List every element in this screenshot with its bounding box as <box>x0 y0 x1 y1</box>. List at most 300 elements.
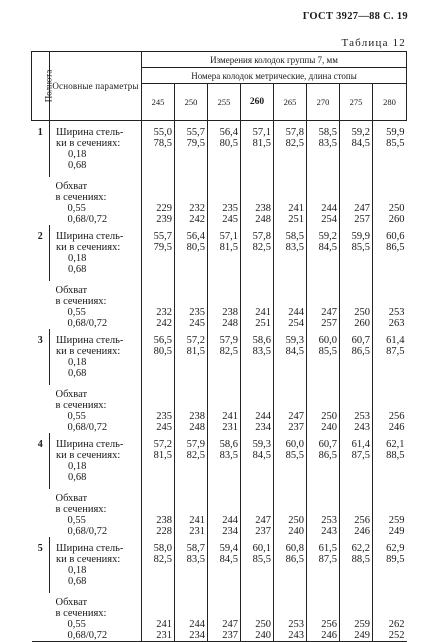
value: 57,8 <box>252 231 271 242</box>
width-label-line: Ширина стель- <box>56 231 124 242</box>
value: 237 <box>255 526 271 537</box>
value: 234 <box>189 630 205 641</box>
value: 242 <box>189 214 205 225</box>
girth-label-line: Обхват <box>55 285 88 296</box>
value: 243 <box>354 422 370 433</box>
value: 59,9 <box>351 231 370 242</box>
value: 251 <box>288 214 304 225</box>
value: 253 <box>288 619 304 630</box>
value: 245 <box>222 214 238 225</box>
size-header-cell: 275 <box>340 84 373 121</box>
value: 257 <box>321 318 337 329</box>
girth-value-cell <box>142 177 175 225</box>
width-param-label <box>50 537 142 593</box>
girth-param-label <box>50 593 142 642</box>
value: 254 <box>288 318 304 329</box>
value: 247 <box>255 515 271 526</box>
girth-value-cell <box>274 385 307 433</box>
width-value-cell <box>307 537 340 593</box>
value: 253 <box>354 411 370 422</box>
value: 251 <box>255 318 271 329</box>
value: 55,0 <box>153 127 172 138</box>
width-value-cell <box>307 433 340 489</box>
section-label: 0,68/0,72 <box>67 422 108 433</box>
value: 241 <box>255 307 271 318</box>
girth-label-line: в сечениях: <box>55 296 107 307</box>
value: 58,6 <box>219 439 238 450</box>
value: 82,5 <box>186 450 205 461</box>
width-value-cell <box>208 225 241 281</box>
value: 60,8 <box>285 543 304 554</box>
value: 240 <box>255 630 271 641</box>
width-label-line: ки в сечениях: <box>56 450 121 461</box>
girth-value-cell <box>274 489 307 537</box>
section-label: 0,55 <box>67 307 86 318</box>
width-param-label <box>50 225 142 281</box>
value: 248 <box>222 318 238 329</box>
value: 83,5 <box>252 346 271 357</box>
section-label: 0,68 <box>68 472 87 483</box>
value: 260 <box>354 318 370 329</box>
value: 87,5 <box>318 554 337 565</box>
width-label-line: Ширина стель- <box>56 335 124 346</box>
section-label: 0,18 <box>68 149 87 160</box>
value: 58,6 <box>252 335 271 346</box>
size-header-cell: 280 <box>373 84 407 121</box>
value: 83,5 <box>219 450 238 461</box>
value: 60,0 <box>285 439 304 450</box>
girth-value-cell <box>142 385 175 433</box>
girth-value-cell <box>175 593 208 642</box>
width-value-cell <box>142 225 175 281</box>
girth-value-cell <box>241 177 274 225</box>
value: 85,5 <box>285 450 304 461</box>
width-value-cell <box>340 537 373 593</box>
value: 59,9 <box>386 127 405 138</box>
value: 80,5 <box>153 346 172 357</box>
section-label: 0,18 <box>68 565 87 576</box>
table-row-width <box>32 433 407 489</box>
value: 241 <box>156 619 172 630</box>
width-value-cell <box>274 537 307 593</box>
value: 256 <box>354 515 370 526</box>
girth-value-cell <box>241 593 274 642</box>
size-header-cell: 255 <box>208 84 241 121</box>
value: 59,3 <box>285 335 304 346</box>
width-value-cell <box>208 433 241 489</box>
size-header-cell: 250 <box>175 84 208 121</box>
value: 61,4 <box>351 439 370 450</box>
width-label-line: Ширина стель- <box>56 543 124 554</box>
value: 263 <box>388 318 405 329</box>
value: 82,5 <box>153 554 172 565</box>
girth-label-line: Обхват <box>55 389 88 400</box>
girth-label-line: в сечениях: <box>55 608 107 619</box>
value: 243 <box>288 630 304 641</box>
value: 85,5 <box>351 242 370 253</box>
value: 57,1 <box>219 231 238 242</box>
width-value-cell <box>373 121 407 178</box>
value: 61,5 <box>318 543 337 554</box>
value: 60,0 <box>318 335 337 346</box>
value: 60,7 <box>351 335 370 346</box>
value: 55,7 <box>186 127 205 138</box>
table-row-width <box>32 225 407 281</box>
section-label: 0,68/0,72 <box>67 318 108 329</box>
girth-value-cell <box>373 489 407 537</box>
width-value-cell <box>373 225 407 281</box>
girth-value-cell <box>274 281 307 329</box>
width-value-cell <box>307 329 340 385</box>
width-value-cell <box>175 433 208 489</box>
girth-value-cell <box>373 281 407 329</box>
value: 235 <box>222 203 238 214</box>
girth-label-line: Обхват <box>55 181 88 192</box>
width-label-line: ки в сечениях: <box>56 346 121 357</box>
girth-value-cell <box>340 177 373 225</box>
section-label: 0,68/0,72 <box>67 630 108 641</box>
girth-label-line: в сечениях: <box>55 192 107 203</box>
table-row-width <box>32 329 407 385</box>
value: 57,9 <box>219 335 238 346</box>
width-value-cell <box>340 121 373 178</box>
group-header: Измерения колодок группы 7, мм <box>142 52 407 68</box>
value: 235 <box>189 307 205 318</box>
value: 59,3 <box>252 439 271 450</box>
value: 246 <box>354 526 370 537</box>
width-value-cell <box>142 329 175 385</box>
value: 250 <box>321 411 337 422</box>
width-label-line: Ширина стель- <box>56 127 124 138</box>
value: 234 <box>222 526 238 537</box>
value: 228 <box>156 526 172 537</box>
value: 60,6 <box>386 231 405 242</box>
value: 249 <box>388 526 405 537</box>
value: 250 <box>288 515 304 526</box>
value: 62,1 <box>386 439 405 450</box>
value: 83,5 <box>318 138 337 149</box>
value: 247 <box>222 619 238 630</box>
value: 84,5 <box>351 138 370 149</box>
size-header-cell: 270 <box>307 84 340 121</box>
value: 250 <box>388 203 405 214</box>
value: 58,0 <box>153 543 172 554</box>
girth-value-cell <box>373 177 407 225</box>
section-label: 0,68 <box>68 368 87 379</box>
value: 241 <box>189 515 205 526</box>
value: 82,5 <box>219 346 238 357</box>
value: 81,5 <box>153 450 172 461</box>
value: 78,5 <box>153 138 172 149</box>
fold-number: 4 <box>37 439 43 450</box>
size-header-cell: 245 <box>142 84 175 121</box>
girth-value-cell <box>274 177 307 225</box>
value: 240 <box>321 422 337 433</box>
value: 247 <box>288 411 304 422</box>
value: 85,5 <box>318 346 337 357</box>
value: 84,5 <box>252 450 271 461</box>
width-param-label <box>50 329 142 385</box>
girth-value-cell <box>373 385 407 433</box>
fold-column-header: Полнота <box>32 52 50 121</box>
value: 86,5 <box>285 554 304 565</box>
value: 248 <box>255 214 271 225</box>
value: 87,5 <box>386 346 405 357</box>
value: 247 <box>354 203 370 214</box>
value: 244 <box>288 307 304 318</box>
section-label: 0,68/0,72 <box>67 526 108 537</box>
value: 241 <box>288 203 304 214</box>
width-label-line: ки в сечениях: <box>56 554 121 565</box>
value: 82,5 <box>285 138 304 149</box>
value: 57,2 <box>153 439 172 450</box>
value: 250 <box>354 307 370 318</box>
section-label: 0,18 <box>68 461 87 472</box>
value: 56,5 <box>153 335 172 346</box>
girth-value-cell <box>340 593 373 642</box>
value: 82,5 <box>252 242 271 253</box>
width-value-cell <box>274 433 307 489</box>
value: 81,5 <box>252 138 271 149</box>
table-row-width <box>32 121 407 178</box>
girth-value-cell <box>175 489 208 537</box>
value: 244 <box>255 411 271 422</box>
value: 248 <box>189 422 205 433</box>
value: 61,4 <box>386 335 405 346</box>
width-value-cell <box>241 537 274 593</box>
value: 249 <box>354 630 370 641</box>
girth-param-label <box>50 489 142 537</box>
value: 253 <box>388 307 405 318</box>
table-row-girth <box>32 281 407 329</box>
value: 88,5 <box>351 554 370 565</box>
value: 259 <box>354 619 370 630</box>
value: 60,1 <box>252 543 271 554</box>
width-value-cell <box>208 537 241 593</box>
width-value-cell <box>373 329 407 385</box>
girth-value-cell <box>208 385 241 433</box>
table-row-width <box>32 537 407 593</box>
fold-number: 1 <box>37 127 43 138</box>
section-label: 0,68 <box>68 160 87 171</box>
value: 55,7 <box>153 231 172 242</box>
value: 62,9 <box>386 543 405 554</box>
value: 234 <box>255 422 271 433</box>
width-value-cell <box>373 433 407 489</box>
width-value-cell <box>142 537 175 593</box>
width-label-line: ки в сечениях: <box>56 138 121 149</box>
value: 244 <box>222 515 238 526</box>
girth-value-cell <box>307 593 340 642</box>
value: 245 <box>156 422 172 433</box>
value: 240 <box>288 526 304 537</box>
fold-number: 5 <box>32 537 50 642</box>
width-label-line: Ширина стель- <box>56 439 124 450</box>
value: 242 <box>156 318 172 329</box>
girth-value-cell <box>208 489 241 537</box>
section-label: 0,18 <box>68 357 87 368</box>
girth-value-cell <box>307 281 340 329</box>
table-body <box>32 121 407 642</box>
section-label: 0,55 <box>67 411 86 422</box>
value: 60,7 <box>318 439 337 450</box>
width-value-cell <box>307 225 340 281</box>
value: 247 <box>321 307 337 318</box>
value: 58,5 <box>285 231 304 242</box>
value: 83,5 <box>186 554 205 565</box>
girth-value-cell <box>340 281 373 329</box>
width-value-cell <box>208 121 241 178</box>
width-value-cell <box>142 121 175 178</box>
value: 80,5 <box>219 138 238 149</box>
girth-value-cell <box>274 593 307 642</box>
size-header-cell: 265 <box>274 84 307 121</box>
width-value-cell <box>175 121 208 178</box>
girth-value-cell <box>307 489 340 537</box>
section-label: 0,68 <box>68 576 87 587</box>
girth-param-label <box>50 177 142 225</box>
section-label: 0,55 <box>67 619 86 630</box>
value: 250 <box>255 619 271 630</box>
girth-value-cell <box>208 281 241 329</box>
section-label: 0,55 <box>67 203 86 214</box>
sizes-header: Номера колодок метрические, длина стопы <box>142 68 407 84</box>
value: 84,5 <box>318 242 337 253</box>
value: 84,5 <box>285 346 304 357</box>
value: 238 <box>255 203 271 214</box>
girth-value-cell <box>307 177 340 225</box>
value: 79,5 <box>186 138 205 149</box>
girth-value-cell <box>241 385 274 433</box>
value: 238 <box>222 307 238 318</box>
value: 89,5 <box>386 554 405 565</box>
value: 231 <box>222 422 238 433</box>
width-value-cell <box>340 329 373 385</box>
value: 56,4 <box>186 231 205 242</box>
value: 80,5 <box>186 242 205 253</box>
girth-value-cell <box>241 489 274 537</box>
value: 260 <box>388 214 405 225</box>
value: 244 <box>189 619 205 630</box>
girth-label-line: в сечениях: <box>55 504 107 515</box>
width-value-cell <box>241 329 274 385</box>
width-value-cell <box>340 433 373 489</box>
width-value-cell <box>208 329 241 385</box>
width-value-cell <box>142 433 175 489</box>
width-value-cell <box>241 225 274 281</box>
table-row-girth <box>32 489 407 537</box>
girth-value-cell <box>340 385 373 433</box>
value: 252 <box>388 630 405 641</box>
width-value-cell <box>307 121 340 178</box>
section-label: 0,68 <box>68 264 87 275</box>
value: 59,2 <box>318 231 337 242</box>
table-header <box>32 52 407 121</box>
value: 59,2 <box>351 127 370 138</box>
value: 253 <box>321 515 337 526</box>
value: 256 <box>321 619 337 630</box>
section-label: 0,55 <box>67 515 86 526</box>
width-value-cell <box>340 225 373 281</box>
value: 62,2 <box>351 543 370 554</box>
dimensions-table <box>31 51 407 642</box>
value: 257 <box>354 214 370 225</box>
width-param-label <box>50 121 142 178</box>
girth-value-cell <box>142 489 175 537</box>
width-value-cell <box>175 537 208 593</box>
girth-label-line: Обхват <box>55 597 88 608</box>
girth-value-cell <box>175 385 208 433</box>
girth-value-cell <box>307 385 340 433</box>
width-value-cell <box>274 329 307 385</box>
value: 237 <box>288 422 304 433</box>
girth-value-cell <box>208 177 241 225</box>
table-row-girth <box>32 593 407 642</box>
girth-value-cell <box>208 593 241 642</box>
value: 232 <box>189 203 205 214</box>
value: 85,5 <box>252 554 271 565</box>
girth-value-cell <box>175 177 208 225</box>
param-column-header: Основные параметры <box>50 52 142 121</box>
fold-number: 3 <box>37 335 43 346</box>
value: 58,7 <box>186 543 205 554</box>
value: 245 <box>189 318 205 329</box>
width-value-cell <box>175 329 208 385</box>
value: 86,5 <box>318 450 337 461</box>
girth-param-label <box>50 385 142 433</box>
girth-value-cell <box>373 593 407 642</box>
value: 86,5 <box>386 242 405 253</box>
girth-label-line: Обхват <box>55 493 88 504</box>
value: 86,5 <box>351 346 370 357</box>
value: 57,8 <box>285 127 304 138</box>
value: 237 <box>222 630 238 641</box>
table-row-girth <box>32 177 407 225</box>
value: 256 <box>388 411 405 422</box>
value: 83,5 <box>285 242 304 253</box>
value: 262 <box>388 619 405 630</box>
width-label-line: ки в сечениях: <box>56 242 121 253</box>
section-label: 0,68/0,72 <box>67 214 108 225</box>
value: 56,4 <box>219 127 238 138</box>
value: 246 <box>321 630 337 641</box>
value: 238 <box>189 411 205 422</box>
value: 84,5 <box>219 554 238 565</box>
value: 231 <box>189 526 205 537</box>
width-value-cell <box>241 433 274 489</box>
value: 57,2 <box>186 335 205 346</box>
width-param-label <box>50 433 142 489</box>
width-value-cell <box>373 537 407 593</box>
width-value-cell <box>175 225 208 281</box>
value: 58,5 <box>318 127 337 138</box>
value: 241 <box>222 411 238 422</box>
value: 229 <box>156 203 172 214</box>
value: 243 <box>321 526 337 537</box>
value: 244 <box>321 203 337 214</box>
girth-param-label <box>50 281 142 329</box>
value: 59,4 <box>219 543 238 554</box>
fold-number: 2 <box>37 231 43 242</box>
width-value-cell <box>274 225 307 281</box>
girth-label-line: в сечениях: <box>55 400 107 411</box>
width-value-cell <box>274 121 307 178</box>
section-label: 0,18 <box>68 253 87 264</box>
value: 81,5 <box>219 242 238 253</box>
girth-value-cell <box>142 593 175 642</box>
table-label: Таблица 12 <box>341 37 406 49</box>
value: 259 <box>388 515 405 526</box>
